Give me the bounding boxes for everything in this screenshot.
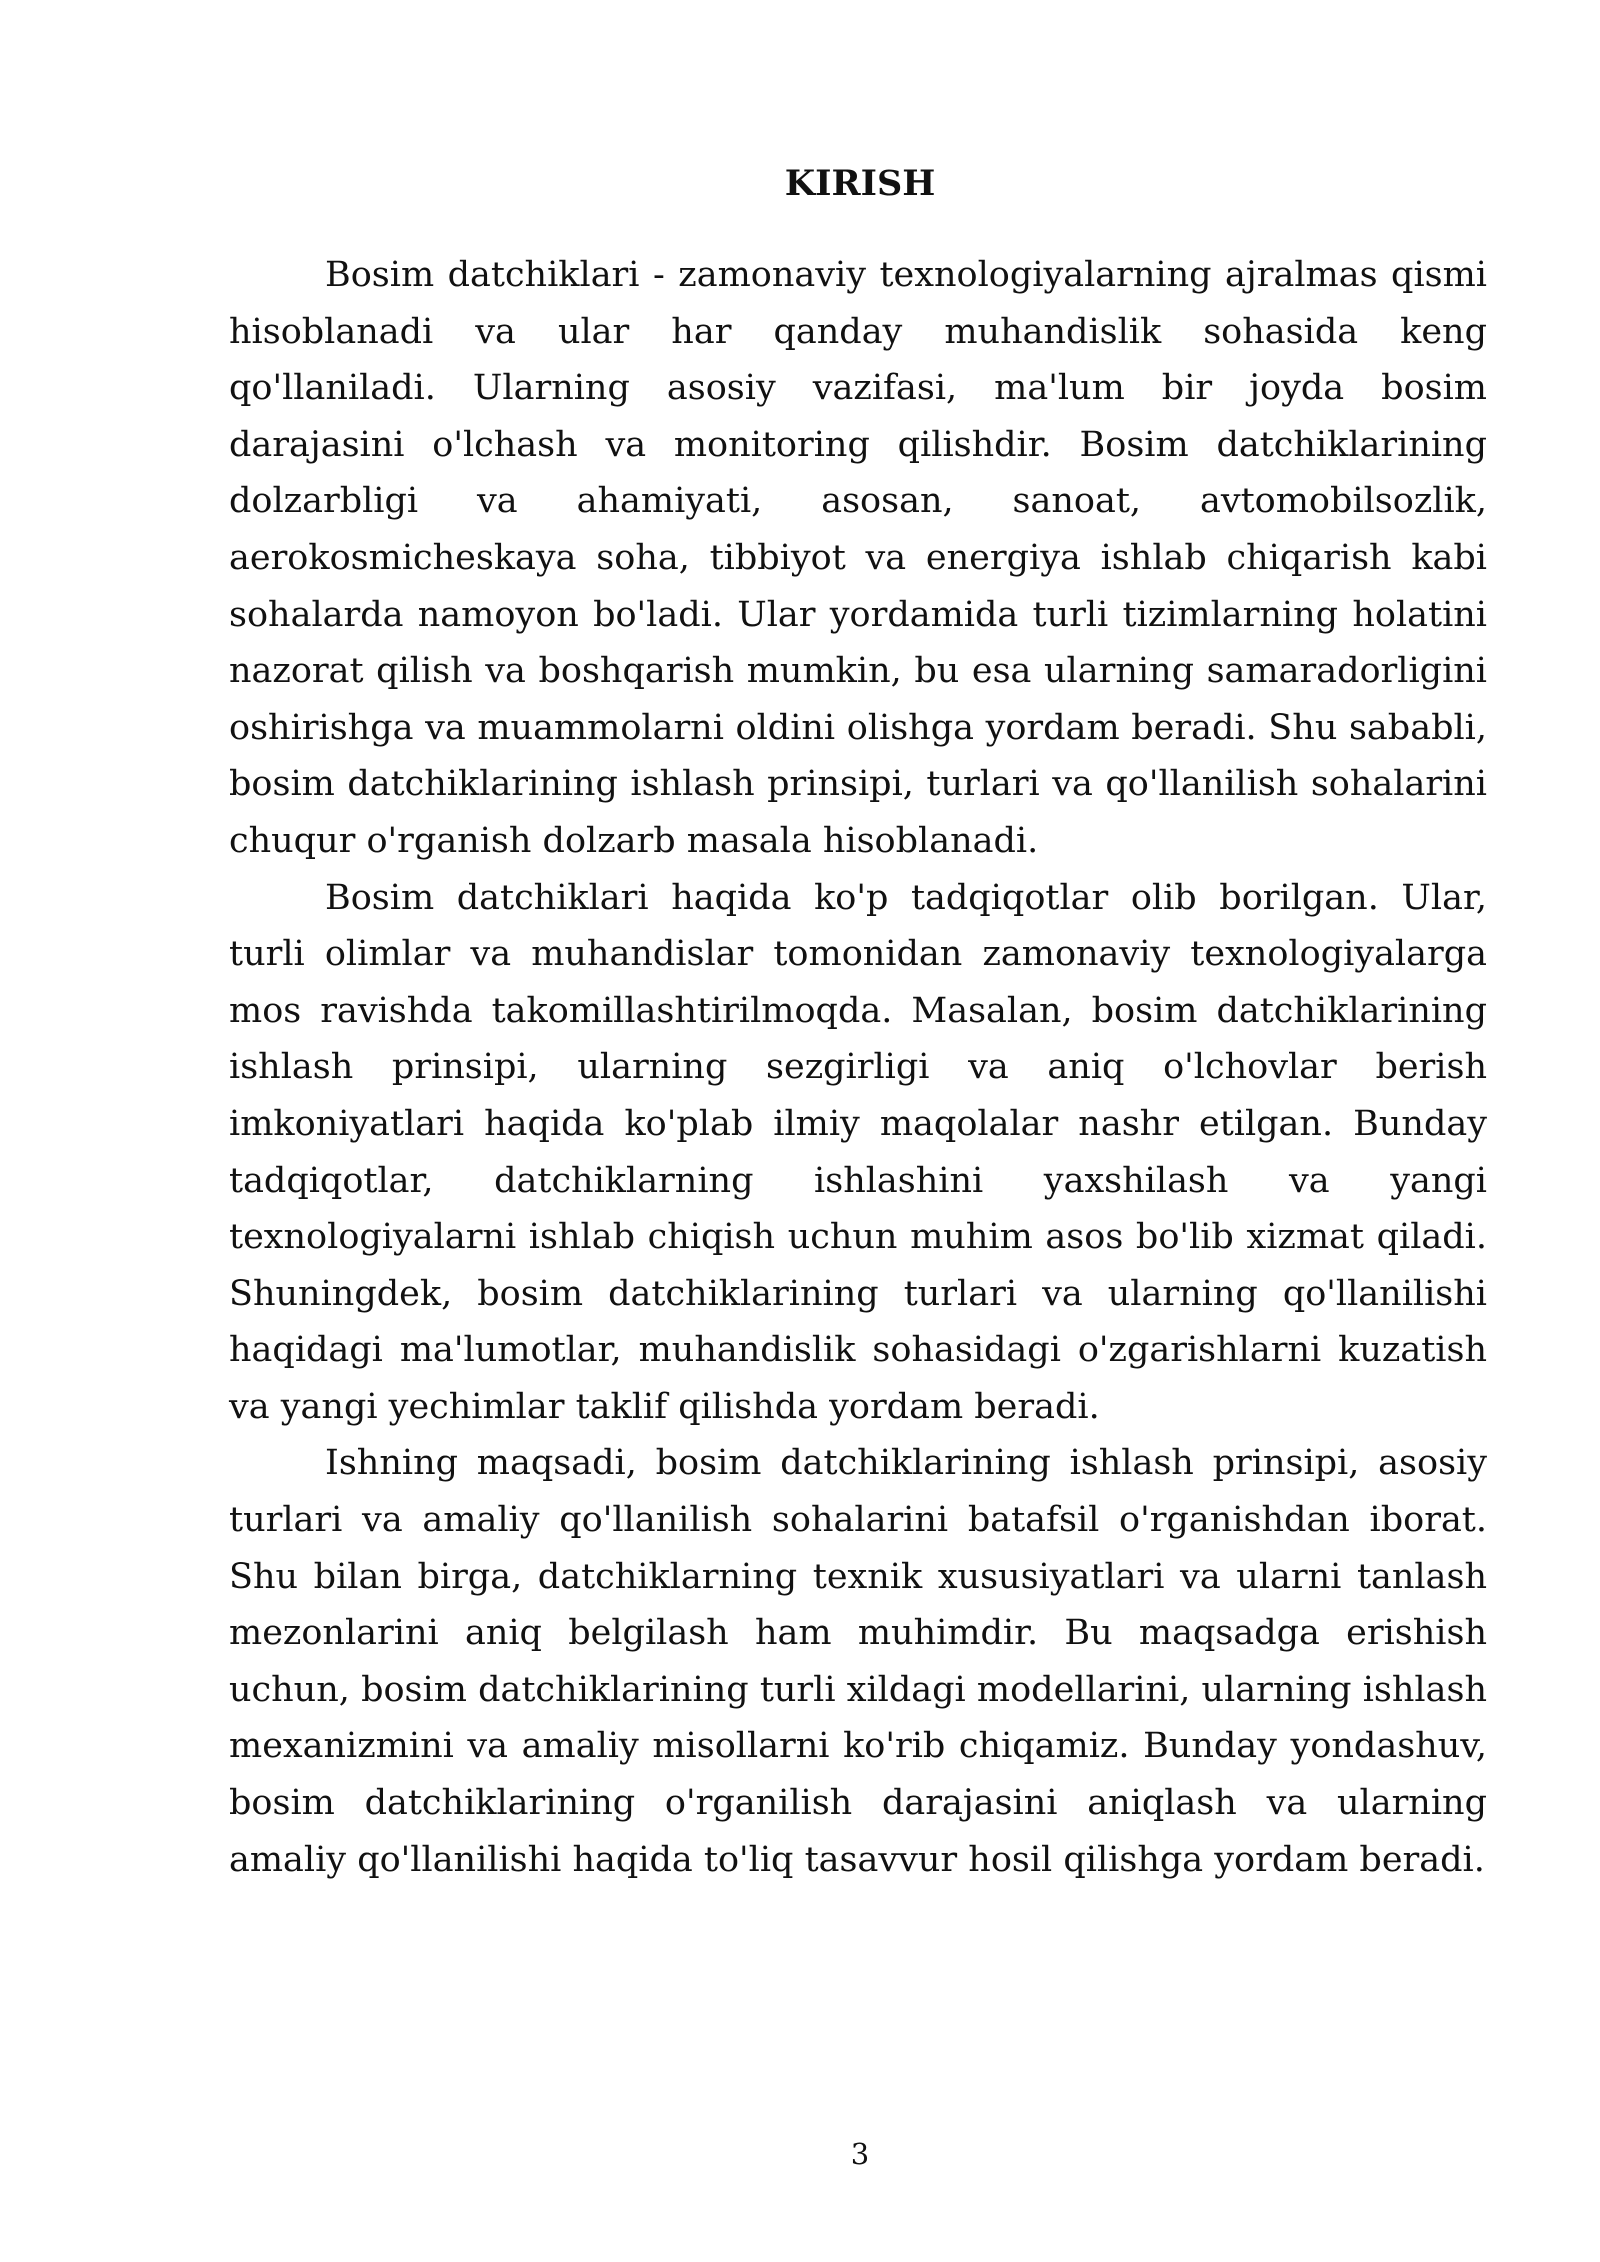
- paragraph-3: Ishning maqsadi, bosim datchiklarining ishlash prinsipi, asosiy turlari va amaliy qo'llanilish sohalarini batafsil o'rganishdan iborat. Shu bilan birga, datchiklarning texnik xususiyatlari va ularni tanlash mezonlarini aniq belgilash ham muhimdir. Bu maqsadga erishish uchun, bosim datchiklarining turli xildagi modellarini, ularning ishlash mexanizmini va amaliy misollarni ko'rib chiqamiz. Bunday yondashuv, bosim datchiklarining o'rganilish darajasini aniqlash va ularning amaliy qo'llanilishi haqida to'liq tasavvur hosil qilishga yordam beradi.: [229, 1443, 1487, 1880]
- body-text: [229, 247, 1487, 1888]
- paragraph-1: Bosim datchiklari - zamonaviy texnologiyalarning ajralmas qismi hisoblanadi va ular har qanday muhandislik sohasida keng qo'llaniladi. Ularning asosiy vazifasi, ma'lum bir joyda bosim darajasini o'lchash va monitoring qilishdir. Bosim datchiklarining dolzarbligi va ahamiyati, asosan, sanoat, avtomobilsozlik, aerokosmicheskaya soha, tibbiyot va energiya ishlab chiqarish kabi sohalarda namoyon bo'ladi. Ular yordamida turli tizimlarning holatini nazorat qilish va boshqarish mumkin, bu esa ularning samaradorligini oshirishga va muammolarni oldini olishga yordam beradi. Shu sababli, bosim datchiklarining ishlash prinsipi, turlari va qo'llanilish sohalarini chuqur o'rganish dolzarb masala hisoblanadi.: [229, 255, 1487, 861]
- page-number: 3: [850, 2137, 870, 2171]
- page-title: KIRISH: [784, 163, 936, 204]
- paragraph-2: Bosim datchiklari haqida ko'p tadqiqotlar olib borilgan. Ular, turli olimlar va muhandislar tomonidan zamonaviy texnologiyalarga mos ravishda takomillashtirilmoqda. Masalan, bosim datchiklarining ishlash prinsipi, ularning sezgirligi va aniq o'lchovlar berish imkoniyatlari haqida ko'plab ilmiy maqolalar nashr etilgan. Bunday tadqiqotlar, datchiklarning ishlashini yaxshilash va yangi texnologiyalarni ishlab chiqish uchun muhim asos bo'lib xizmat qiladi. Shuningdek, bosim datchiklarining turlari va ularning qo'llanilishi haqidagi ma'lumotlar, muhandislik sohasidagi o'zgarishlarni kuzatish va yangi yechimlar taklif qilishda yordam beradi.: [229, 877, 1487, 1427]
